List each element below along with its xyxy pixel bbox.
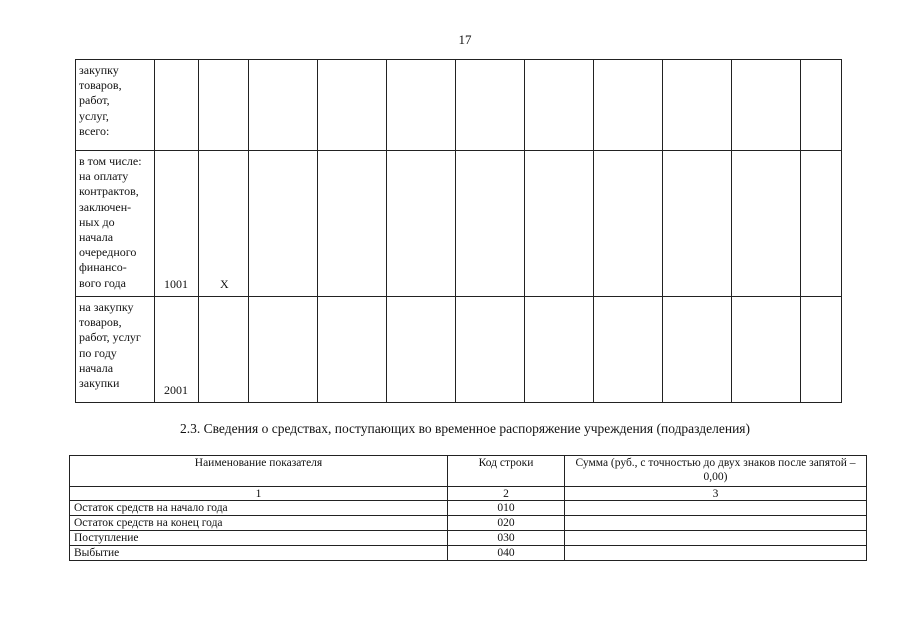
column-number: 2 bbox=[448, 487, 565, 501]
empty-cell bbox=[387, 60, 456, 151]
empty-cell bbox=[387, 297, 456, 403]
row-code: 040 bbox=[448, 546, 565, 561]
empty-cell bbox=[663, 60, 732, 151]
empty-cell bbox=[318, 151, 387, 297]
row-name bbox=[76, 151, 155, 297]
column-number-row bbox=[70, 487, 867, 501]
table-row bbox=[76, 297, 842, 403]
table-row bbox=[70, 501, 867, 516]
row-name-line: вого года bbox=[79, 275, 126, 290]
row-name-line: на закупку bbox=[79, 300, 134, 314]
empty-cell bbox=[663, 297, 732, 403]
table-row bbox=[76, 151, 842, 297]
row-name-line: всего: bbox=[79, 123, 110, 138]
empty-cell bbox=[249, 60, 318, 151]
empty-cell bbox=[249, 297, 318, 403]
table-row bbox=[70, 531, 867, 546]
row-sum bbox=[565, 501, 867, 516]
empty-cell bbox=[387, 151, 456, 297]
row-name-line: начала bbox=[79, 230, 114, 245]
row-name-line: ных до bbox=[79, 214, 115, 229]
empty-cell bbox=[456, 151, 525, 297]
row-code: 020 bbox=[448, 516, 565, 531]
row-name-line: очередного bbox=[79, 245, 137, 260]
table-row bbox=[70, 546, 867, 561]
row-name-line: работ, bbox=[79, 93, 110, 108]
row-name: Остаток средств на начало года bbox=[70, 501, 448, 516]
section-title: 2.3. Сведения о средствах, поступающих во временное распоряжение учреждения (подразделения) bbox=[179, 421, 751, 436]
row-name: Поступление bbox=[70, 531, 448, 546]
row-sum bbox=[565, 546, 867, 561]
empty-cell bbox=[594, 151, 663, 297]
row-sum bbox=[565, 531, 867, 546]
row-name-line: по году bbox=[79, 345, 117, 360]
empty-cell bbox=[456, 297, 525, 403]
empty-cell bbox=[525, 151, 594, 297]
table-row bbox=[76, 60, 842, 151]
row-name-line: заключен- bbox=[79, 199, 132, 214]
row-code: 2001 bbox=[155, 297, 199, 403]
row-mark bbox=[199, 297, 249, 403]
empty-cell bbox=[318, 60, 387, 151]
row-name-line: закупку bbox=[79, 63, 119, 77]
empty-cell bbox=[525, 60, 594, 151]
empty-cell bbox=[249, 151, 318, 297]
row-name-line: товаров, bbox=[79, 315, 122, 330]
column-number: 1 bbox=[70, 487, 448, 501]
empty-cell bbox=[456, 60, 525, 151]
row-mark: X bbox=[199, 151, 249, 297]
column-number: 3 bbox=[565, 487, 867, 501]
table-header-row bbox=[70, 456, 867, 487]
empty-cell bbox=[801, 60, 842, 151]
row-code: 010 bbox=[448, 501, 565, 516]
empty-cell bbox=[594, 297, 663, 403]
row-sum bbox=[565, 516, 867, 531]
empty-cell bbox=[318, 297, 387, 403]
row-name-line: на оплату bbox=[79, 169, 129, 184]
row-name-line: товаров, bbox=[79, 78, 122, 93]
row-name-line: в том числе: bbox=[79, 154, 142, 168]
row-name bbox=[76, 60, 155, 151]
expenditure-table-continuation bbox=[75, 59, 842, 403]
row-code: 030 bbox=[448, 531, 565, 546]
empty-cell bbox=[732, 151, 801, 297]
row-code: 1001 bbox=[155, 151, 199, 297]
header-sum: Сумма (руб., с точностью до двух знаков после запятой – 0,00) bbox=[565, 456, 867, 487]
row-name: Остаток средств на конец года bbox=[70, 516, 448, 531]
row-name-line: закупки bbox=[79, 376, 120, 391]
row-name: Выбытие bbox=[70, 546, 448, 561]
empty-cell bbox=[525, 297, 594, 403]
header-indicator-name: Наименование показателя bbox=[70, 456, 448, 487]
empty-cell bbox=[732, 297, 801, 403]
table-row bbox=[70, 516, 867, 531]
row-mark bbox=[199, 60, 249, 151]
row-name-line: начала bbox=[79, 360, 114, 375]
empty-cell bbox=[801, 151, 842, 297]
empty-cell bbox=[801, 297, 842, 403]
empty-cell bbox=[732, 60, 801, 151]
temporary-funds-table bbox=[69, 455, 867, 561]
row-name bbox=[76, 297, 155, 403]
empty-cell bbox=[594, 60, 663, 151]
row-code bbox=[155, 60, 199, 151]
row-name-line: финансо- bbox=[79, 260, 127, 275]
header-line-code: Код строки bbox=[448, 456, 565, 487]
row-name-line: контрактов, bbox=[79, 184, 139, 199]
row-name-line: услуг, bbox=[79, 108, 109, 123]
page-number: 17 bbox=[458, 32, 472, 47]
empty-cell bbox=[663, 151, 732, 297]
row-name-line: работ, услуг bbox=[79, 330, 141, 345]
